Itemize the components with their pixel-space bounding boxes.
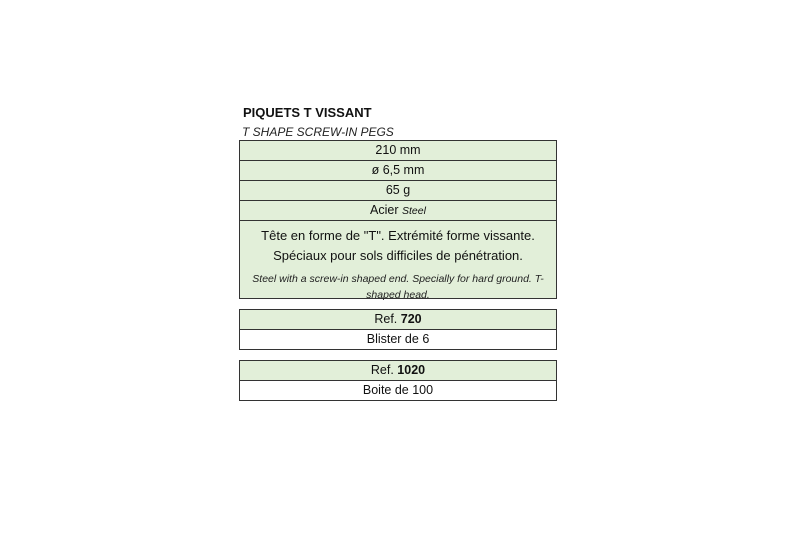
reference-packaging: Blister de 6 (240, 330, 556, 349)
description-fr-line-1: Tête en forme de "T". Extrémité forme vissante. (261, 228, 535, 243)
description-fr-line-2: Spéciaux pour sols difficiles de pénétration. (273, 248, 523, 263)
reference-packaging: Boite de 100 (240, 381, 556, 400)
reference-header (240, 310, 556, 330)
spec-diameter: ø 6,5 mm (240, 160, 556, 180)
material-label-en: Steel (402, 205, 426, 217)
spec-material (240, 200, 556, 220)
product-subtitle: T SHAPE SCREW-IN PEGS (242, 125, 394, 139)
reference-block-720 (239, 309, 557, 350)
reference-label: Ref. (374, 312, 398, 326)
product-title: PIQUETS T VISSANT (243, 105, 372, 120)
reference-block-1020 (239, 360, 557, 401)
spec-description (240, 220, 556, 301)
spec-length: 210 mm (240, 141, 556, 160)
product-sheet (239, 104, 557, 401)
reference-label: Ref. (370, 363, 394, 377)
material-label: Acier (370, 203, 399, 217)
reference-number: 720 (400, 312, 422, 326)
spec-table (239, 140, 557, 299)
description-en: Steel with a screw-in shaped end. Specially for hard ground. T-shaped head. (252, 273, 544, 301)
spec-weight: 65 g (240, 180, 556, 200)
reference-header (240, 361, 556, 381)
reference-number: 1020 (397, 363, 426, 377)
